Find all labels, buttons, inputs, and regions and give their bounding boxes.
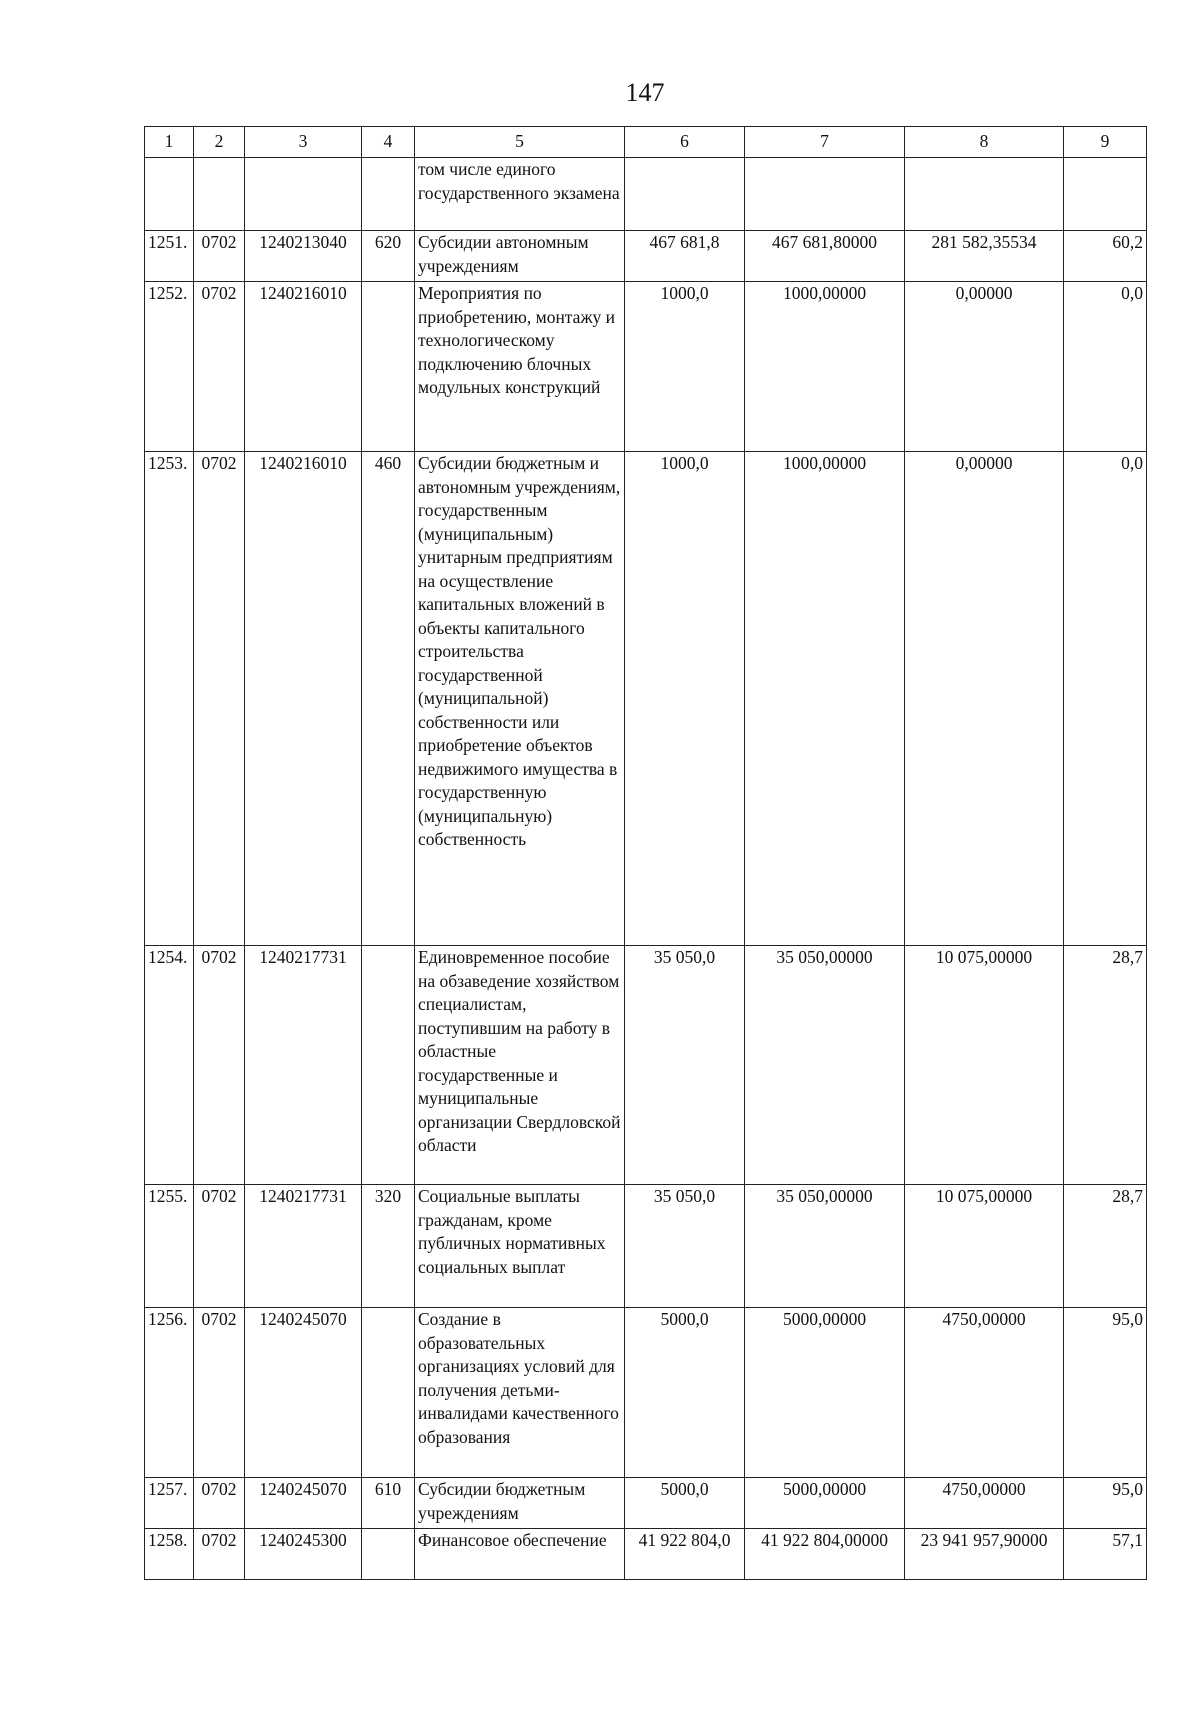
header-cell-2: 2: [194, 127, 245, 158]
execution-percent: 0,0: [1064, 452, 1147, 946]
header-cell-8: 8: [905, 127, 1064, 158]
page-number: 147: [625, 78, 665, 107]
target-code: 1240245070: [245, 1308, 362, 1478]
expense-type: [362, 158, 415, 231]
target-code: 1240245070: [245, 1478, 362, 1529]
target-code: [245, 158, 362, 231]
executed-amount: 0,00000: [905, 452, 1064, 946]
target-code: 1240217731: [245, 1185, 362, 1308]
header-cell-6: 6: [625, 127, 745, 158]
item-name: Социальные выплаты гражданам, кроме публичных нормативных социальных выплат: [415, 1185, 625, 1308]
execution-percent: 60,2: [1064, 231, 1147, 282]
execution-percent: 28,7: [1064, 1185, 1147, 1308]
table-row: [145, 282, 1147, 452]
header-cell-9: 9: [1064, 127, 1147, 158]
plan-amount: 1000,0: [625, 452, 745, 946]
table-row: [145, 1308, 1147, 1478]
approved-amount: 1000,00000: [745, 282, 905, 452]
table-row: [145, 1185, 1147, 1308]
target-code: 1240217731: [245, 946, 362, 1185]
executed-amount: 4750,00000: [905, 1478, 1064, 1529]
table-row: [145, 946, 1147, 1185]
row-number: [145, 158, 194, 231]
table-row: [145, 158, 1147, 231]
approved-amount: 35 050,00000: [745, 946, 905, 1185]
section-code: 0702: [194, 1478, 245, 1529]
target-code: 1240213040: [245, 231, 362, 282]
section-code: 0702: [194, 231, 245, 282]
plan-amount: 1000,0: [625, 282, 745, 452]
item-name: Субсидии бюджетным учреждениям: [415, 1478, 625, 1529]
executed-amount: [905, 158, 1064, 231]
item-name: том числе единого государственного экзамена: [415, 158, 625, 231]
expense-type: [362, 282, 415, 452]
section-code: 0702: [194, 1308, 245, 1478]
expense-type: 460: [362, 452, 415, 946]
header-cell-1: 1: [145, 127, 194, 158]
budget-table: [144, 126, 1147, 1580]
table-row: [145, 231, 1147, 282]
plan-amount: 35 050,0: [625, 946, 745, 1185]
row-number: 1251.: [145, 231, 194, 282]
executed-amount: 281 582,35534: [905, 231, 1064, 282]
executed-amount: 23 941 957,90000: [905, 1529, 1064, 1580]
row-number: 1254.: [145, 946, 194, 1185]
table-row: [145, 452, 1147, 946]
section-code: 0702: [194, 946, 245, 1185]
approved-amount: 35 050,00000: [745, 1185, 905, 1308]
header-cell-4: 4: [362, 127, 415, 158]
row-number: 1255.: [145, 1185, 194, 1308]
execution-percent: 0,0: [1064, 282, 1147, 452]
row-number: 1258.: [145, 1529, 194, 1580]
item-name: Субсидии автономным учреждениям: [415, 231, 625, 282]
row-number: 1257.: [145, 1478, 194, 1529]
section-code: 0702: [194, 1529, 245, 1580]
approved-amount: 1000,00000: [745, 452, 905, 946]
header-row: [145, 127, 1147, 158]
item-name: Мероприятия по приобретению, монтажу и технологическому подключению блочных модульных конструкций: [415, 282, 625, 452]
approved-amount: 5000,00000: [745, 1308, 905, 1478]
item-name: Создание в образовательных организациях условий для получения детьми-инвалидами качественного образования: [415, 1308, 625, 1478]
expense-type: 620: [362, 231, 415, 282]
expense-type: [362, 946, 415, 1185]
header-cell-7: 7: [745, 127, 905, 158]
execution-percent: 95,0: [1064, 1478, 1147, 1529]
expense-type: 320: [362, 1185, 415, 1308]
target-code: 1240216010: [245, 452, 362, 946]
expense-type: 610: [362, 1478, 415, 1529]
plan-amount: 35 050,0: [625, 1185, 745, 1308]
executed-amount: 10 075,00000: [905, 946, 1064, 1185]
section-code: 0702: [194, 1185, 245, 1308]
expense-type: [362, 1308, 415, 1478]
plan-amount: 5000,0: [625, 1308, 745, 1478]
section-code: 0702: [194, 282, 245, 452]
plan-amount: [625, 158, 745, 231]
target-code: 1240216010: [245, 282, 362, 452]
target-code: 1240245300: [245, 1529, 362, 1580]
approved-amount: 467 681,80000: [745, 231, 905, 282]
approved-amount: [745, 158, 905, 231]
approved-amount: 5000,00000: [745, 1478, 905, 1529]
execution-percent: [1064, 158, 1147, 231]
execution-percent: 28,7: [1064, 946, 1147, 1185]
execution-percent: 57,1: [1064, 1529, 1147, 1580]
plan-amount: 5000,0: [625, 1478, 745, 1529]
executed-amount: 0,00000: [905, 282, 1064, 452]
header-cell-3: 3: [245, 127, 362, 158]
approved-amount: 41 922 804,00000: [745, 1529, 905, 1580]
item-name: Финансовое обеспечение: [415, 1529, 625, 1580]
header-cell-5: 5: [415, 127, 625, 158]
row-number: 1253.: [145, 452, 194, 946]
executed-amount: 4750,00000: [905, 1308, 1064, 1478]
expense-type: [362, 1529, 415, 1580]
row-number: 1256.: [145, 1308, 194, 1478]
execution-percent: 95,0: [1064, 1308, 1147, 1478]
plan-amount: 41 922 804,0: [625, 1529, 745, 1580]
table-row: [145, 1529, 1147, 1580]
item-name: Субсидии бюджетным и автономным учреждениям, государственным (муниципальным) унитарным предприятиям на осуществление капитальных вложений в объекты капитального строительства государственной (муниципальной) собственности или приобретение объектов недвижимого имущества в государственную (муниципальную) собственность: [415, 452, 625, 946]
section-code: 0702: [194, 452, 245, 946]
table-row: [145, 1478, 1147, 1529]
executed-amount: 10 075,00000: [905, 1185, 1064, 1308]
row-number: 1252.: [145, 282, 194, 452]
plan-amount: 467 681,8: [625, 231, 745, 282]
item-name: Единовременное пособие на обзаведение хозяйством специалистам, поступившим на работу в областные государственные и муниципальные организации Свердловской области: [415, 946, 625, 1185]
section-code: [194, 158, 245, 231]
